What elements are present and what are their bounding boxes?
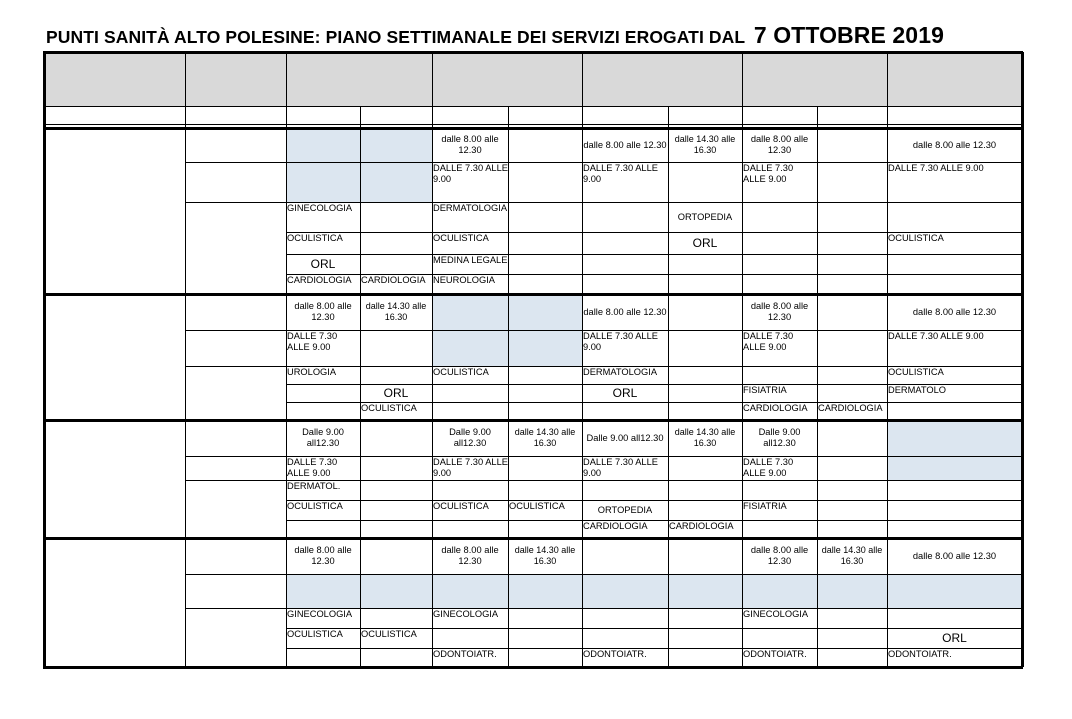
tipo-prelievi xyxy=(185,330,286,366)
table-cell xyxy=(508,274,582,294)
table-cell: CARDIOLOGIA xyxy=(361,275,426,285)
table-cell xyxy=(817,628,887,648)
table-cell xyxy=(360,254,432,274)
table-cell xyxy=(360,500,432,520)
subheader-matt xyxy=(742,106,817,124)
table-cell: dalle 14.30 alle 16.30 xyxy=(821,545,883,566)
table-cell xyxy=(582,608,668,628)
header-punti-sanita xyxy=(44,52,185,106)
table-cell: dalle 8.00 alle 12.30 xyxy=(912,139,997,150)
h-line xyxy=(185,274,1022,275)
table-cell xyxy=(817,202,887,232)
table-cell xyxy=(887,274,1022,294)
table-cell: OCULISTICA xyxy=(287,233,343,243)
table-cell: dalle 8.00 alle 12.30 xyxy=(912,306,997,317)
table-cell xyxy=(582,628,668,648)
table-cell xyxy=(286,648,360,667)
table-cell: Dalle 9.00 all12.30 xyxy=(586,432,664,443)
table-cell: dalle 14.30 alle 16.30 xyxy=(674,134,736,155)
table-cell xyxy=(668,480,742,500)
tipo-specialistica xyxy=(185,202,286,294)
table-cell: dalle 8.00 alle 12.30 xyxy=(294,545,352,566)
table-cell xyxy=(817,500,887,520)
table-cell: ODONTOIATR. xyxy=(583,649,647,659)
header-day-2 xyxy=(582,52,742,106)
table-cell: dalle 8.00 alle 12.30 xyxy=(750,545,809,566)
table-cell xyxy=(887,402,1022,420)
table-cell: ORTOPEDIA xyxy=(597,504,653,515)
header-tipologia xyxy=(185,52,286,106)
title-date: 7 OTTOBRE 2019 xyxy=(753,22,944,48)
table-cell: DALLE 7.30 ALLE 9.00 xyxy=(743,331,794,352)
table-cell xyxy=(742,366,817,384)
table-cell xyxy=(582,254,668,274)
table-cell xyxy=(668,294,742,330)
table-cell: dalle 8.00 alle 12.30 xyxy=(441,134,499,155)
v-line xyxy=(817,106,818,667)
table-cell: DERMATOL. xyxy=(287,481,341,491)
table-cell xyxy=(508,366,582,384)
table-cell xyxy=(508,628,582,648)
table-cell: Dalle 9.00 all12.30 xyxy=(758,427,801,448)
table-cell xyxy=(742,254,817,274)
table-cell xyxy=(668,500,742,520)
table-cell xyxy=(817,274,887,294)
table-cell: GINECOLOGIA xyxy=(743,609,809,619)
table-cell: dalle 8.00 alle 12.30 xyxy=(583,139,667,150)
table-cell: GINECOLOGIA xyxy=(433,609,499,619)
table-cell xyxy=(817,520,887,538)
table-cell: CARDIOLOGIA xyxy=(669,521,734,531)
table-cell: dalle 8.00 alle 12.30 xyxy=(294,301,352,322)
table-cell xyxy=(887,254,1022,274)
v-line xyxy=(43,52,46,667)
table-cell: OCULISTICA xyxy=(433,501,489,511)
table-cell xyxy=(582,480,668,500)
tipo-prelievi xyxy=(185,162,286,202)
table-cell xyxy=(432,294,508,330)
h-line xyxy=(185,500,1022,501)
table-cell xyxy=(360,538,432,574)
table-cell xyxy=(887,500,1022,520)
table-cell: OCULISTICA xyxy=(361,403,417,413)
header-day-1 xyxy=(432,52,582,106)
h-line xyxy=(185,574,1022,575)
tipo-sportello xyxy=(185,538,286,574)
table-cell xyxy=(360,202,432,232)
h-line xyxy=(185,202,1022,203)
table-cell xyxy=(360,608,432,628)
table-cell xyxy=(668,574,742,608)
header-day-3 xyxy=(742,52,887,106)
table-cell: ODONTOIATR. xyxy=(743,649,807,659)
subheader-matt xyxy=(432,106,508,124)
tipo-specialistica xyxy=(185,366,286,420)
table-cell: Dalle 9.00 all12.30 xyxy=(449,427,491,448)
table-cell: DALLE 7.30 ALLE 9.00 xyxy=(433,163,508,184)
location-2 xyxy=(44,420,185,538)
table-cell xyxy=(508,648,582,667)
table-cell: Dalle 9.00 all12.30 xyxy=(302,427,344,448)
table-cell: GINECOLOGIA xyxy=(287,203,353,213)
table-cell xyxy=(360,574,432,608)
table-cell: DALLE 7.30 ALLE 9.00 xyxy=(287,457,338,478)
table-cell xyxy=(817,232,887,254)
subheader-pom xyxy=(508,106,582,124)
table-cell xyxy=(817,574,887,608)
table-cell xyxy=(817,456,887,480)
table-cell: ORL xyxy=(942,630,967,645)
table-cell xyxy=(817,294,887,330)
table-cell xyxy=(432,384,508,402)
table-cell xyxy=(432,330,508,366)
h-line xyxy=(185,480,1022,481)
tipo-prelievi xyxy=(185,574,286,608)
table-cell xyxy=(887,608,1022,628)
table-cell xyxy=(668,330,742,366)
h-line xyxy=(44,127,1022,130)
table-cell xyxy=(582,538,668,574)
table-cell xyxy=(360,520,432,538)
table-cell xyxy=(668,366,742,384)
table-cell: dalle 8.00 alle 12.30 xyxy=(441,545,499,566)
table-cell xyxy=(360,480,432,500)
table-cell xyxy=(887,574,1022,608)
table-cell xyxy=(668,628,742,648)
title-main: PUNTI SANITÀ ALTO POLESINE: PIANO SETTIMANALE DEI SERVIZI EROGATI DAL xyxy=(46,27,745,47)
table-cell xyxy=(508,480,582,500)
subheader-matt xyxy=(887,106,1022,124)
v-line xyxy=(668,106,669,667)
table-cell xyxy=(360,420,432,456)
h-line xyxy=(185,366,1022,367)
table-cell xyxy=(432,520,508,538)
table-cell xyxy=(817,648,887,667)
table-cell xyxy=(817,366,887,384)
table-cell: OCULISTICA xyxy=(287,629,343,639)
table-cell xyxy=(742,520,817,538)
table-cell: ODONTOIATR. xyxy=(888,649,952,659)
table-cell xyxy=(887,202,1022,232)
table-cell: CARDIOLOGIA xyxy=(743,403,808,413)
table-cell xyxy=(668,648,742,667)
table-cell: OCULISTICA xyxy=(287,501,343,511)
table-cell xyxy=(817,384,887,402)
table-cell xyxy=(432,628,508,648)
table-cell: OCULISTICA xyxy=(433,367,489,377)
table-cell: DALLE 7.30 ALLE 9.00 xyxy=(888,331,984,341)
table-cell: OCULISTICA xyxy=(433,233,489,243)
table-cell xyxy=(432,574,508,608)
table-cell xyxy=(742,232,817,254)
table-cell xyxy=(582,402,668,420)
table-cell: DALLE 7.30 ALLE 9.00 xyxy=(743,457,794,478)
header-day-0 xyxy=(286,52,432,106)
table-cell xyxy=(508,162,582,202)
table-cell xyxy=(508,608,582,628)
table-cell xyxy=(508,128,582,162)
subheader-matt xyxy=(582,106,668,124)
table-cell: DALLE 7.30 ALLE 9.00 xyxy=(287,331,338,352)
table-cell: DERMATOLOGIA xyxy=(433,203,508,213)
table-cell xyxy=(582,274,668,294)
table-cell: ORL xyxy=(612,385,638,400)
h-line xyxy=(185,402,1022,403)
table-cell xyxy=(508,232,582,254)
table-cell: ORL xyxy=(310,256,336,271)
h-line xyxy=(185,254,1022,255)
table-cell xyxy=(286,128,360,162)
h-line xyxy=(43,51,1023,54)
table-cell xyxy=(286,384,360,402)
table-cell: CARDIOLOGIA xyxy=(583,521,648,531)
table-cell: dalle 14.30 alle 16.30 xyxy=(514,545,576,566)
table-cell xyxy=(360,330,432,366)
table-cell: OCULISTICA xyxy=(509,501,565,511)
table-cell: DALLE 7.30 ALLE 9.00 xyxy=(743,163,794,184)
subheader-pom xyxy=(360,106,432,124)
location-1 xyxy=(44,294,185,420)
table-cell xyxy=(286,520,360,538)
table-cell xyxy=(742,628,817,648)
table-cell xyxy=(432,402,508,420)
table-cell xyxy=(508,202,582,232)
table-cell: dalle 14.30 alle 16.30 xyxy=(514,427,576,448)
table-cell: dalle 8.00 alle 12.30 xyxy=(750,301,809,322)
table-cell xyxy=(286,574,360,608)
tipo-specialistica xyxy=(185,480,286,538)
table-cell: FISIATRIA xyxy=(743,385,787,395)
table-cell xyxy=(360,232,432,254)
table-cell: DALLE 7.30 ALLE 9.00 xyxy=(888,163,984,173)
table-cell: dalle 8.00 alle 12.30 xyxy=(750,134,809,155)
table-cell xyxy=(668,254,742,274)
table-cell: dalle 8.00 alle 12.30 xyxy=(912,550,997,561)
table-cell: dalle 14.30 alle 16.30 xyxy=(365,301,427,322)
v-line xyxy=(508,106,509,667)
h-line xyxy=(44,106,1022,107)
table-cell xyxy=(508,384,582,402)
table-cell xyxy=(887,420,1022,456)
location-0 xyxy=(44,128,185,294)
table-cell: OCULISTICA xyxy=(888,367,944,377)
table-cell xyxy=(817,480,887,500)
table-cell: DALLE 7.30 ALLE 9.00 xyxy=(433,457,508,478)
table-cell: CARDIOLOGIA xyxy=(818,403,883,413)
h-line xyxy=(185,330,1022,331)
table-cell xyxy=(360,128,432,162)
table-cell: FISIATRIA xyxy=(743,501,787,511)
table-cell xyxy=(817,608,887,628)
tipo-sportello xyxy=(185,294,286,330)
table-cell: OCULISTICA xyxy=(888,233,944,243)
table-cell xyxy=(668,384,742,402)
table-cell: ORL xyxy=(383,385,409,400)
table-cell xyxy=(508,520,582,538)
table-cell xyxy=(742,274,817,294)
table-cell xyxy=(286,402,360,420)
h-line xyxy=(185,384,1022,385)
subheader-pom xyxy=(668,106,742,124)
table-cell: DALLE 7.30 ALLE 9.00 xyxy=(583,457,658,478)
table-cell: DERMATOLO xyxy=(888,385,947,395)
table-cell: UROLOGIA xyxy=(287,367,337,377)
table-cell xyxy=(360,366,432,384)
table-cell xyxy=(360,456,432,480)
table-cell xyxy=(668,402,742,420)
table-cell xyxy=(668,608,742,628)
table-cell xyxy=(582,202,668,232)
table-cell xyxy=(508,294,582,330)
table-cell xyxy=(887,520,1022,538)
table-cell xyxy=(432,480,508,500)
h-line xyxy=(185,520,1022,521)
tipo-sportello xyxy=(185,128,286,162)
v-line xyxy=(360,106,361,667)
table-cell xyxy=(817,330,887,366)
table-cell xyxy=(668,456,742,480)
table-cell xyxy=(817,128,887,162)
table-cell: ORL xyxy=(692,235,718,250)
table-cell xyxy=(508,330,582,366)
table-cell xyxy=(508,574,582,608)
table-cell xyxy=(508,254,582,274)
table-cell xyxy=(887,480,1022,500)
table-cell: OCULISTICA xyxy=(361,629,417,639)
table-cell: DALLE 7.30 ALLE 9.00 xyxy=(583,163,658,184)
table-cell: GINECOLOGIA xyxy=(287,609,353,619)
table-cell xyxy=(887,456,1022,480)
h-line xyxy=(185,456,1022,457)
table-cell xyxy=(508,456,582,480)
table-cell xyxy=(360,162,432,202)
subheader-pom xyxy=(817,106,887,124)
table-cell xyxy=(668,162,742,202)
table-cell xyxy=(508,402,582,420)
table-cell: DERMATOLOGIA xyxy=(583,367,658,377)
h-line xyxy=(185,628,1022,629)
table-cell xyxy=(582,574,668,608)
table-cell xyxy=(817,162,887,202)
table-cell: MEDINA LEGALE xyxy=(433,255,508,265)
table-cell: dalle 14.30 alle 16.30 xyxy=(674,427,736,448)
h-line xyxy=(185,232,1022,233)
table-cell: DALLE 7.30 ALLE 9.00 xyxy=(583,331,658,352)
table-cell: NEUROLOGIA xyxy=(433,275,495,285)
table-cell xyxy=(286,162,360,202)
tipo-sportello xyxy=(185,420,286,456)
tipo-specialistica xyxy=(185,608,286,667)
h-line xyxy=(185,608,1022,609)
table-cell: dalle 8.00 alle 12.30 xyxy=(583,306,667,317)
table-cell xyxy=(742,202,817,232)
table-cell xyxy=(742,574,817,608)
h-line xyxy=(185,162,1022,163)
table-cell xyxy=(668,538,742,574)
h-line xyxy=(185,648,1022,649)
h-line xyxy=(44,124,1022,125)
table-cell xyxy=(360,648,432,667)
table-cell xyxy=(742,480,817,500)
table-cell: ODONTOIATR. xyxy=(433,649,497,659)
table-cell xyxy=(668,274,742,294)
tipo-prelievi xyxy=(185,456,286,480)
table-cell xyxy=(582,232,668,254)
subheader-matt xyxy=(286,106,360,124)
table-cell xyxy=(817,254,887,274)
location-3 xyxy=(44,538,185,667)
table-cell xyxy=(817,420,887,456)
table-cell: CARDIOLOGIA xyxy=(287,275,352,285)
table-cell: ORTOPEDIA xyxy=(677,211,733,222)
